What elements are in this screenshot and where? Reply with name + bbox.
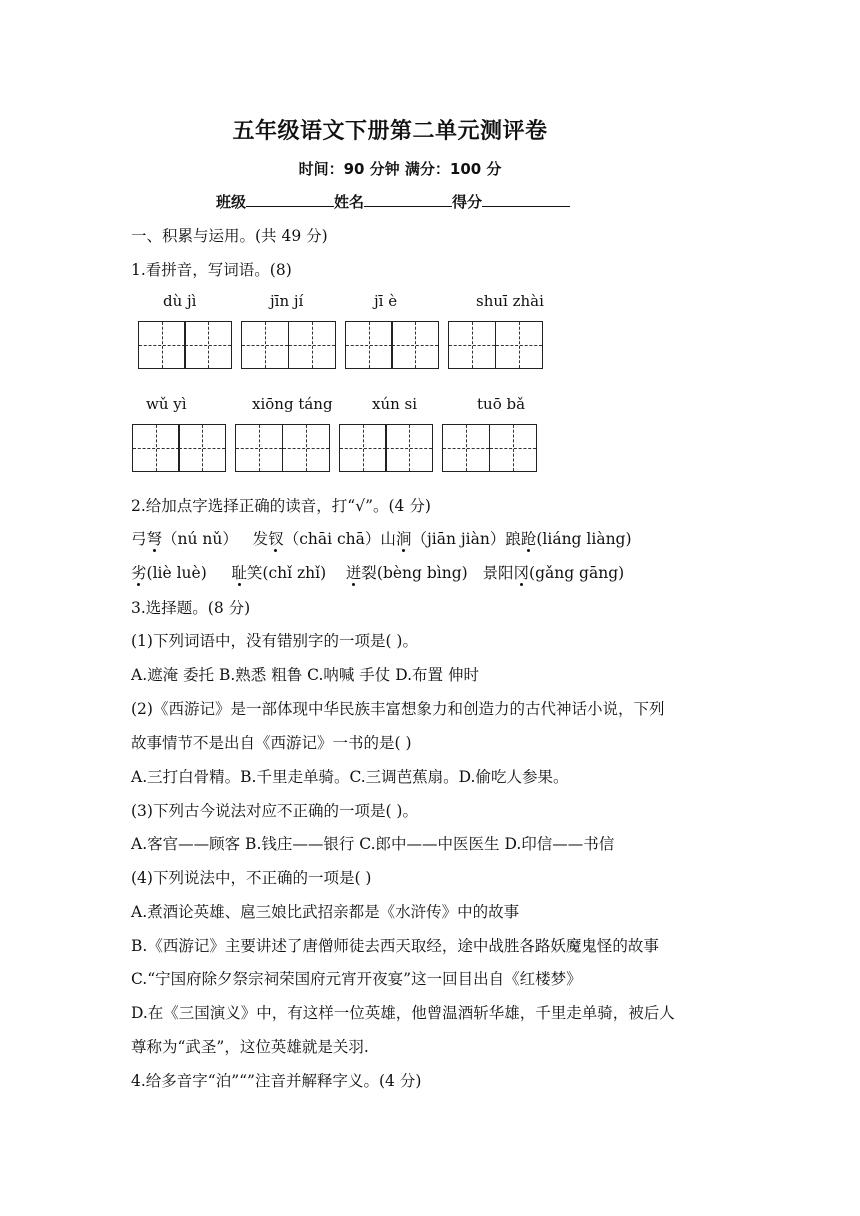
word-text: 发 (252, 530, 269, 548)
writing-cell[interactable] (489, 424, 537, 472)
answer-options: A.客官——顾客 B.钱庄——银行 C.郎中——中医医生 D.印信——书信 (131, 835, 615, 853)
question-1-heading: 1.看拼音，写词语。(8) (131, 261, 292, 279)
section-heading: 一、积累与运用。(共 49 分) (131, 227, 328, 245)
answer-option: B.《西游记》主要讲述了唐僧师徒去西天取经，途中战胜各路妖魔鬼怪的故事 (131, 937, 659, 955)
sub-question: (3)下列古今说法对应不正确的一项是( )。 (131, 802, 418, 820)
writing-box[interactable] (345, 321, 439, 369)
writing-cell[interactable] (132, 424, 180, 472)
writing-cell[interactable] (178, 424, 226, 472)
pinyin-label: jī è (374, 292, 398, 310)
pinyin-label: shuī zhài (476, 292, 544, 310)
writing-box[interactable] (132, 424, 226, 472)
pinyin-options[interactable]: (liáng liàng) (536, 530, 632, 548)
writing-cell[interactable] (442, 424, 490, 472)
class-label: 班级 (216, 193, 247, 211)
writing-cell[interactable] (339, 424, 387, 472)
pinyin-label: jīn jí (270, 292, 304, 310)
pinyin-label: dù jì (163, 292, 197, 310)
sub-question: (1)下列词语中，没有错别字的一项是( )。 (131, 632, 418, 650)
name-label: 姓名 (334, 193, 365, 211)
pinyin-label: xún si (372, 395, 418, 413)
answer-option: C.“宁国府除夕祭宗祠荣国府元宵开夜宴”这一回目出自《红楼梦》 (131, 970, 582, 988)
answer-option: A.煮酒论英雄、扈三娘比武招亲都是《水浒传》中的故事 (131, 903, 520, 921)
dotted-character: 钗 (268, 527, 284, 549)
student-info-line (216, 190, 570, 212)
reading-choice-line (131, 527, 632, 549)
page-title: 五年级语文下册第二单元测评卷 (232, 119, 548, 144)
dotted-character: 耻 (231, 561, 247, 583)
writing-cell[interactable] (138, 321, 186, 369)
word-text: 景阳 (482, 564, 514, 582)
score-label: 得分 (452, 193, 483, 211)
class-blank[interactable] (246, 190, 334, 207)
pinyin-options[interactable]: 笑(chǐ zhǐ) (246, 564, 327, 582)
dotted-character: 涧 (396, 527, 412, 549)
pinyin-options[interactable]: （nú nǔ） (162, 530, 238, 548)
time-score-line: 时间：90 分钟 满分：100 分 (298, 160, 502, 178)
sub-question: 故事情节不是出自《西游记》一书的是( ) (131, 734, 412, 752)
sub-question: (2)《西游记》是一部体现中华民族丰富想象力和创造力的古代神话小说，下列 (131, 700, 665, 718)
dotted-character: 劣 (131, 561, 147, 583)
word-text: 踉 (505, 530, 521, 548)
writing-box[interactable] (448, 321, 542, 369)
name-blank[interactable] (364, 190, 452, 207)
writing-box[interactable] (138, 321, 232, 369)
writing-cell[interactable] (495, 321, 543, 369)
answer-options: A.遮淹 委托 B.熟悉 粗鲁 C.呐喊 手仗 D.布置 伸时 (131, 666, 479, 684)
writing-box[interactable] (442, 424, 536, 472)
dotted-character: 跄 (521, 527, 537, 549)
pinyin-label: xiōng táng (252, 395, 333, 413)
dotted-character: 弩 (147, 527, 163, 549)
pinyin-options[interactable]: (gǎng gāng) (529, 564, 625, 582)
pinyin-options[interactable]: （chāi chā） (283, 530, 381, 548)
writing-box[interactable] (241, 321, 335, 369)
writing-cell[interactable] (391, 321, 439, 369)
question-4-heading: 4.给多音字“泊”“”注音并解释字义。(4 分) (131, 1072, 422, 1090)
answer-option: D.在《三国演义》中，有这样一位英雄，他曾温酒斩华雄，千里走单骑，被后人 (131, 1004, 675, 1022)
score-blank[interactable] (482, 190, 570, 207)
pinyin-label: tuō bǎ (477, 395, 526, 413)
writing-cell[interactable] (448, 321, 496, 369)
writing-cell[interactable] (282, 424, 330, 472)
pinyin-options[interactable]: (liè luè) (146, 564, 207, 582)
writing-cell[interactable] (184, 321, 232, 369)
writing-cell[interactable] (385, 424, 433, 472)
sub-question: (4)下列说法中，不正确的一项是( ) (131, 869, 372, 887)
reading-choice-line (131, 561, 624, 583)
writing-cell[interactable] (235, 424, 283, 472)
question-2-heading: 2.给加点字选择正确的读音，打“√”。(4 分) (131, 497, 431, 515)
writing-cell[interactable] (288, 321, 336, 369)
writing-grid-row (138, 321, 552, 369)
writing-grid-row (132, 424, 546, 472)
pinyin-options[interactable]: （jiān jiàn） (411, 530, 506, 548)
dotted-character: 冈 (514, 561, 530, 583)
writing-box[interactable] (339, 424, 433, 472)
writing-box[interactable] (235, 424, 329, 472)
question-3-heading: 3.选择题。(8 分) (131, 599, 251, 617)
word-text: 山 (380, 530, 396, 548)
pinyin-label: wǔ yì (146, 395, 187, 413)
pinyin-options[interactable]: 裂(bèng bìng) (361, 564, 468, 582)
dotted-character: 迸 (346, 561, 362, 583)
writing-cell[interactable] (345, 321, 393, 369)
answer-options: A.三打白骨精。B.千里走单骑。C.三调芭蕉扇。D.偷吃人参果。 (131, 768, 569, 786)
answer-option: 尊称为“武圣”，这位英雄就是关羽. (131, 1038, 369, 1056)
word-text: 弓 (131, 530, 147, 548)
writing-cell[interactable] (241, 321, 289, 369)
